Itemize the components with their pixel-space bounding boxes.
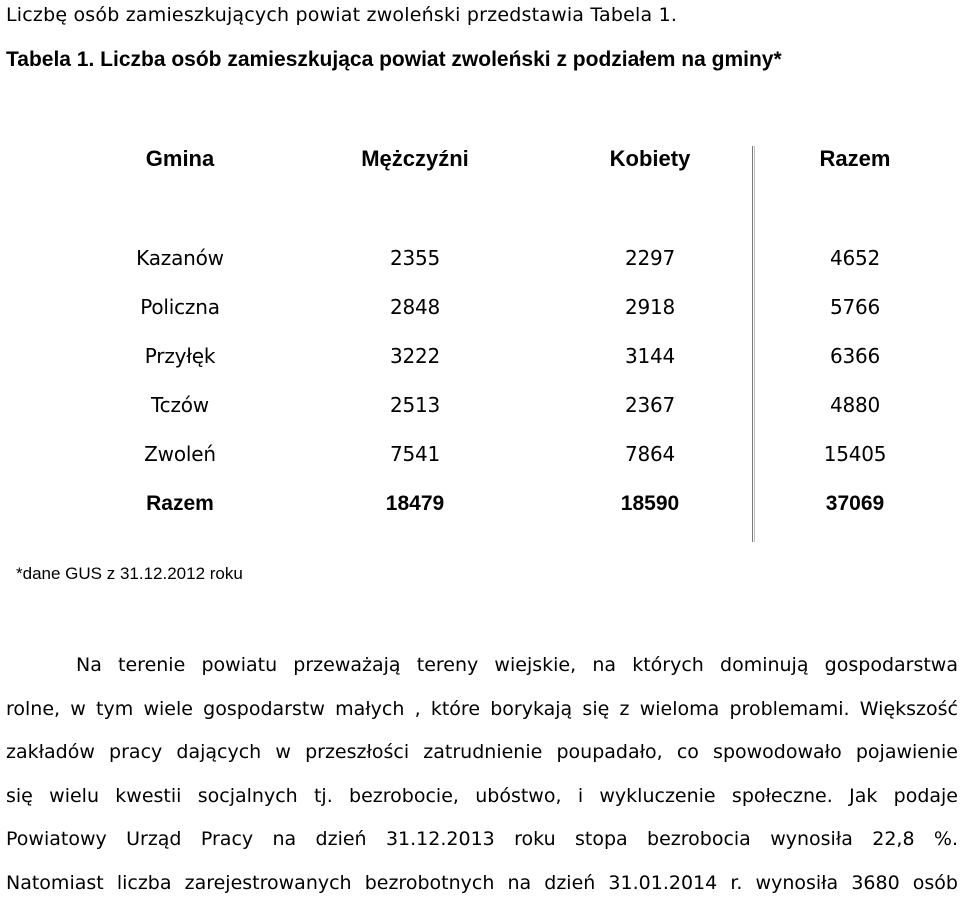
table-caption: Tabela 1. Liczba osób zamieszkująca powiat zwoleński z podziałem na gminy*: [6, 48, 782, 72]
table-cell: 7864: [540, 442, 760, 466]
table-cell: Zwoleń: [70, 442, 290, 466]
paragraph-line: zakładów pracy dających w przeszłości zatrudnienie poupadało, co spowodowało pojawienie: [6, 731, 958, 775]
header-kobiety: Kobiety: [540, 146, 760, 172]
table-cell: 3222: [310, 344, 520, 368]
header-mezczyzni: Mężczyźni: [310, 146, 520, 172]
table-cell: 2918: [540, 295, 760, 319]
table-footnote: *dane GUS z 31.12.2012 roku: [16, 564, 243, 584]
paragraph-line: rolne, w tym wiele gospodarstw małych , które borykają się z wieloma problemami. Większość: [6, 688, 958, 732]
total-cell: 37069: [760, 492, 950, 516]
total-cell: 18590: [540, 492, 760, 516]
header-gmina: Gmina: [70, 146, 290, 172]
paragraph-line: Powiatowy Urząd Pracy na dzień 31.12.2013 roku stopa bezrobocia wynosiła 22,8 %.: [6, 818, 958, 862]
intro-text: Liczbę osób zamieszkujących powiat zwoleński przedstawia Tabela 1.: [6, 4, 677, 26]
paragraph-line: Natomiast liczba zarejestrowanych bezrobotnych na dzień 31.01.2014 r. wynosiła 3680 osób: [6, 862, 958, 905]
body-paragraph: [6, 644, 958, 905]
table-cell: 2297: [540, 246, 760, 270]
table-cell: 4652: [760, 246, 950, 270]
total-label: Razem: [70, 492, 290, 516]
paragraph-line: się wielu kwestii socjalnych tj. bezrobocie, ubóstwo, i wykluczenie społeczne. Jak podaje: [6, 775, 958, 819]
table-cell: 7541: [310, 442, 520, 466]
paragraph-line: Na terenie powiatu przeważają tereny wiejskie, na których dominują gospodarstwa: [6, 644, 958, 688]
table-cell: 3144: [540, 344, 760, 368]
table-cell: 2513: [310, 393, 520, 417]
table-cell: 6366: [760, 344, 950, 368]
population-table: [70, 138, 950, 542]
table-cell: 2355: [310, 246, 520, 270]
table-cell: 15405: [760, 442, 950, 466]
table-cell: Przyłęk: [70, 344, 290, 368]
table-cell: 2367: [540, 393, 760, 417]
total-cell: 18479: [310, 492, 520, 516]
table-cell: 2848: [310, 295, 520, 319]
table-cell: Policzna: [70, 295, 290, 319]
table-cell: Kazanów: [70, 246, 290, 270]
table-cell: 5766: [760, 295, 950, 319]
table-cell: 4880: [760, 393, 950, 417]
table-cell: Tczów: [70, 393, 290, 417]
header-razem: Razem: [760, 146, 950, 172]
